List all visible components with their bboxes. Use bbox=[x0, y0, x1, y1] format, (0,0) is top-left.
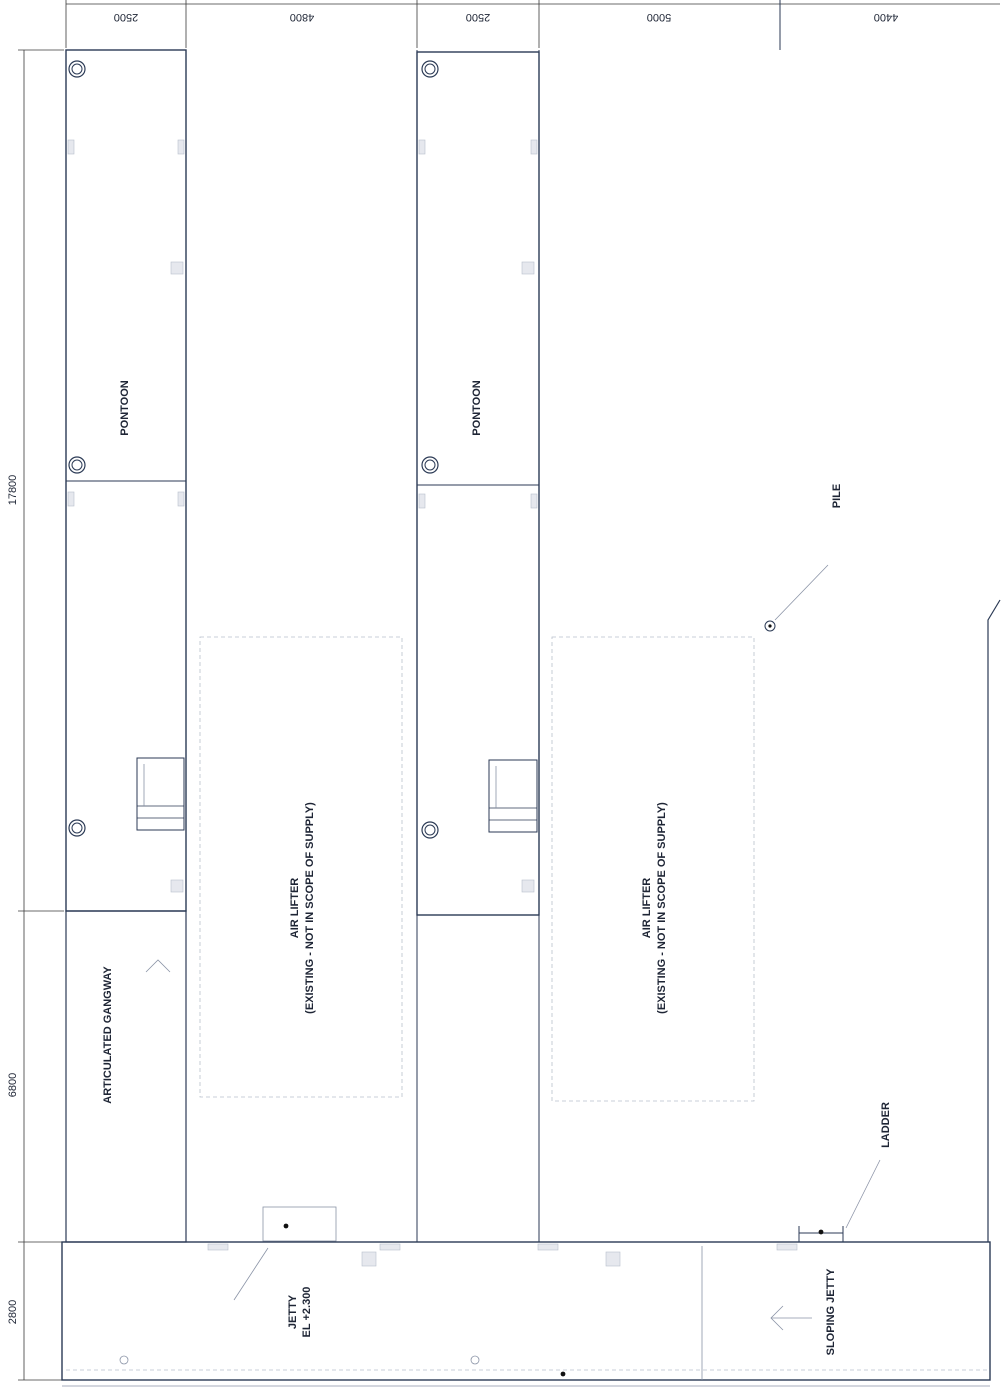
air-lifter-2 bbox=[552, 637, 754, 1101]
air-lifter-1-label-1: AIR LIFTER bbox=[289, 877, 301, 939]
pontoon-1 bbox=[66, 50, 186, 911]
dim-top-4: 5000 bbox=[646, 11, 672, 23]
pile-label: PILE bbox=[831, 483, 843, 509]
bollard-icon bbox=[422, 457, 438, 473]
air-lifter-1-label-2: (EXISTING - NOT IN SCOPE OF SUPPLY) bbox=[304, 802, 316, 1014]
pile bbox=[765, 484, 843, 631]
bollard-icon bbox=[422, 822, 438, 838]
dim-top-1: 2500 bbox=[113, 11, 139, 23]
dim-left-3: 2800 bbox=[7, 1299, 19, 1325]
pontoon-1-label: PONTOON bbox=[119, 380, 131, 436]
air-lifter-2-label-1: AIR LIFTER bbox=[641, 877, 653, 939]
left-dimension-chain bbox=[7, 50, 64, 1380]
air-lifter-2-label-2: (EXISTING - NOT IN SCOPE OF SUPPLY) bbox=[656, 802, 668, 1014]
pontoon-2 bbox=[417, 52, 539, 915]
ladder-label: LADDER bbox=[880, 1102, 892, 1148]
articulated-gangway bbox=[66, 911, 186, 1242]
jetty bbox=[62, 1242, 990, 1386]
air-lifter-1 bbox=[200, 637, 402, 1241]
dim-left-1: 17800 bbox=[7, 474, 19, 506]
top-dimension-chain bbox=[66, 0, 1000, 48]
bollard-icon bbox=[69, 457, 85, 473]
dim-left-2: 6800 bbox=[7, 1072, 19, 1098]
ladder bbox=[799, 1102, 892, 1242]
dim-top-3: 2500 bbox=[465, 11, 491, 23]
jetty-label-1: JETTY bbox=[287, 1294, 299, 1330]
jetty-label-2: EL +2.300 bbox=[301, 1286, 313, 1338]
dim-top-5: 4400 bbox=[873, 11, 899, 23]
pontoon-2-label: PONTOON bbox=[471, 380, 483, 436]
dim-top-2: 4800 bbox=[289, 11, 315, 23]
bollard-icon bbox=[69, 61, 85, 77]
bollard-icon bbox=[422, 61, 438, 77]
sloping-jetty-label: SLOPING JETTY bbox=[825, 1268, 837, 1356]
gangway-label: ARTICULATED GANGWAY bbox=[102, 966, 114, 1104]
water-edge bbox=[988, 600, 1000, 1242]
bollard-icon bbox=[69, 820, 85, 836]
